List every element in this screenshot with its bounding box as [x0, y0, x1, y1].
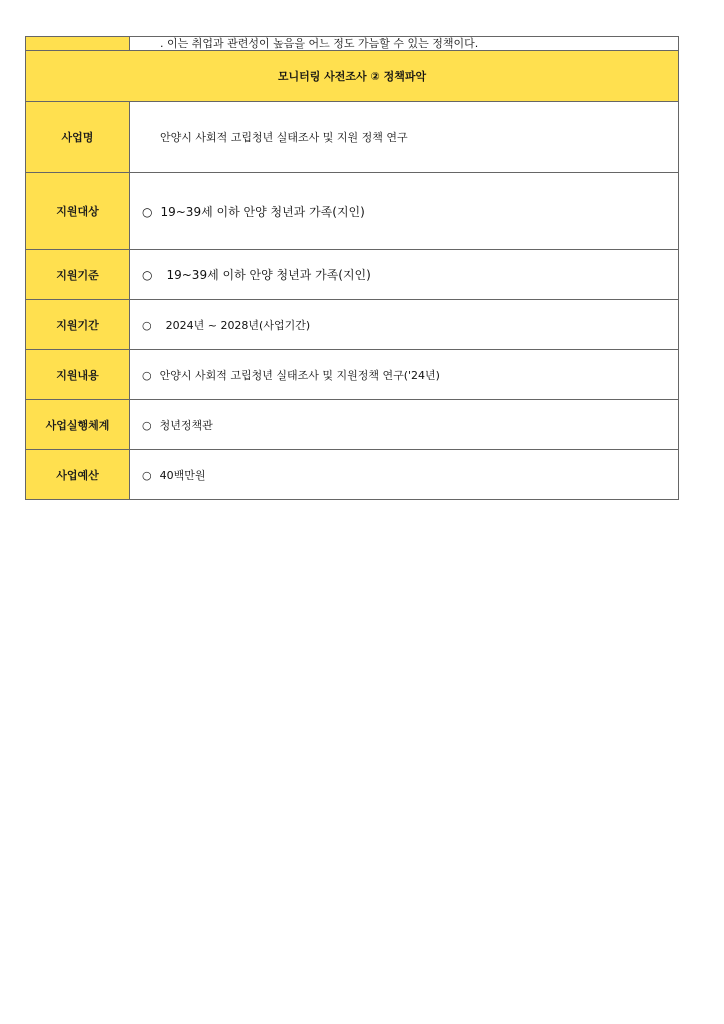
table-row-budget: [26, 450, 679, 500]
value-support-criteria-cell: [130, 250, 679, 300]
table-row-support-target: [26, 173, 679, 250]
table-row-business-name: [26, 102, 679, 173]
policy-table: [25, 36, 679, 500]
bullet-icon: ○: [142, 468, 152, 482]
value-execution-system: 청년정책관: [159, 418, 213, 432]
value-support-target-cell: [130, 173, 679, 250]
label-support-content: 지원내용: [26, 350, 130, 400]
bullet-icon: ○: [142, 204, 153, 219]
value-support-content-cell: [130, 350, 679, 400]
value-budget-cell: [130, 450, 679, 500]
bullet-icon: ○: [142, 418, 152, 432]
bullet-icon: ○: [142, 318, 152, 332]
label-business-name: 사업명: [26, 102, 130, 173]
value-support-period: 2024년 ~ 2028년(사업기간): [165, 318, 311, 332]
value-support-period-cell: [130, 300, 679, 350]
section-title: 모니터링 사전조사 ② 정책파악: [26, 51, 679, 102]
value-budget: 40백만원: [159, 468, 206, 482]
value-support-criteria: 19~39세 이하 안양 청년과 가족(지인): [166, 268, 371, 282]
label-budget: 사업예산: [26, 450, 130, 500]
bullet-icon: ○: [142, 368, 152, 382]
continuation-text: . 이는 취업과 관련성이 높음을 어느 정도 가늠할 수 있는 정책이다.: [130, 37, 679, 51]
label-support-target: 지원대상: [26, 173, 130, 250]
value-execution-system-cell: [130, 400, 679, 450]
table-header-row: [26, 51, 679, 102]
value-support-content: 안양시 사회적 고립청년 실태조사 및 지원정책 연구('24년): [159, 368, 440, 382]
table-row-support-criteria: [26, 250, 679, 300]
value-support-target: 19~39세 이하 안양 청년과 가족(지인): [160, 204, 365, 219]
table-row-execution-system: [26, 400, 679, 450]
label-support-criteria: 지원기준: [26, 250, 130, 300]
value-business-name: 안양시 사회적 고립청년 실태조사 및 지원 정책 연구: [130, 102, 679, 173]
table-row-support-content: [26, 350, 679, 400]
table-row-support-period: [26, 300, 679, 350]
label-execution-system: 사업실행체계: [26, 400, 130, 450]
empty-label-cell: [26, 37, 130, 51]
label-support-period: 지원기간: [26, 300, 130, 350]
bullet-icon: ○: [142, 268, 153, 282]
table-row-continuation: [26, 37, 679, 51]
